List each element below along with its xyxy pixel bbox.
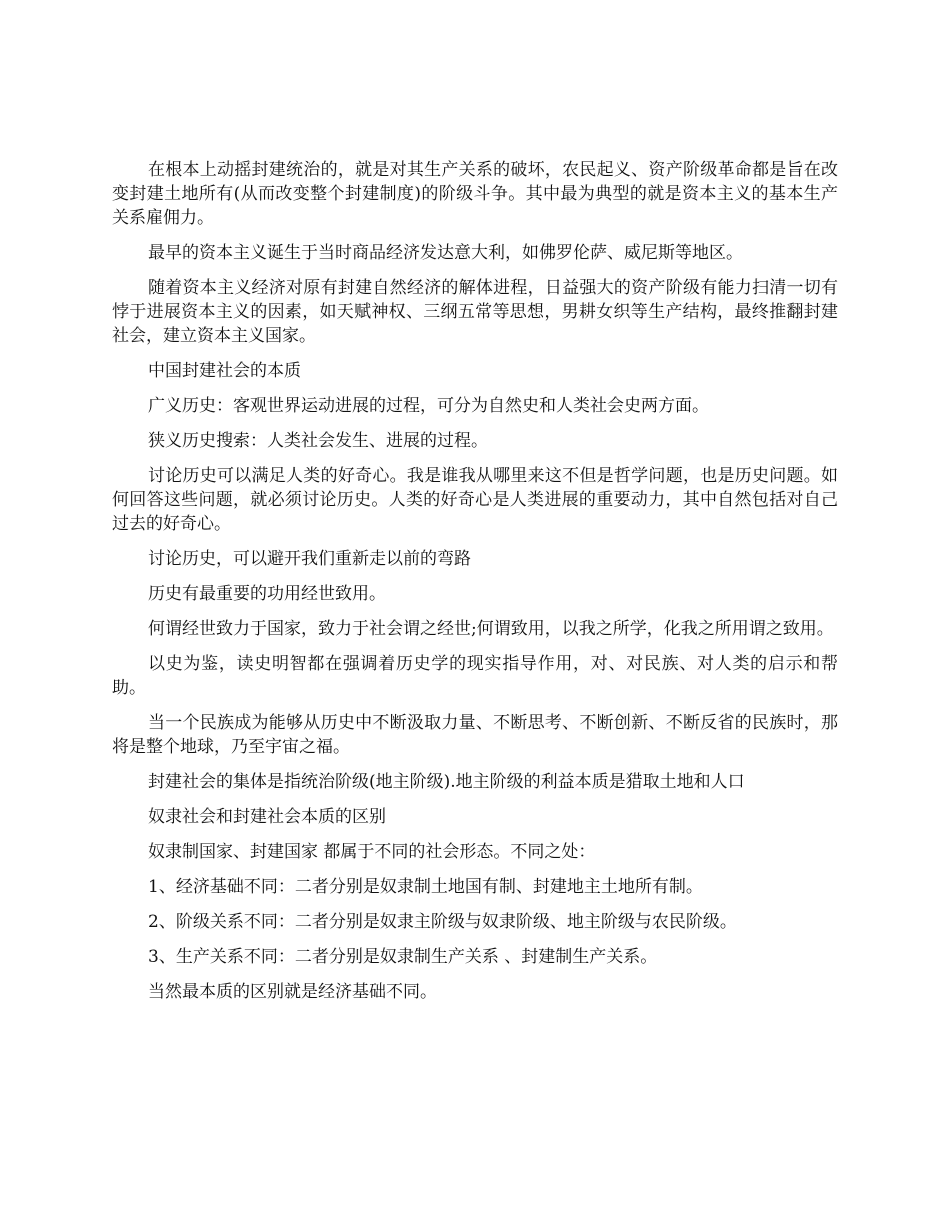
paragraph: 何谓经世致力于国家，致力于社会谓之经世;何谓致用，以我之所学，化我之所用谓之致用。 xyxy=(148,619,834,639)
section-heading: 中国封建社会的本质 xyxy=(148,361,301,381)
paragraph: 当一个民族成为能够从历史中不断汲取力量、不断思考、不断创新、不断反省的民族时，那将是整个地球，乃至宇宙之福。 xyxy=(112,713,838,757)
paragraph: 讨论历史可以满足人类的好奇心。我是谁我从哪里来这不但是哲学问题，也是历史问题。如何回答这些问题，就必须讨论历史。人类的好奇心是人类进展的重要动力，其中自然包括对自己过去的好奇心。 xyxy=(112,466,838,534)
paragraph: 奴隶制国家、封建国家 都属于不同的社会形态。不同之处： xyxy=(148,842,596,862)
paragraph: 广义历史：客观世界运动进展的过程，可分为自然史和人类社会史两方面。 xyxy=(148,396,709,416)
paragraph: 狭义历史搜索：人类社会发生、进展的过程。 xyxy=(148,431,488,451)
paragraph: 当然最本质的区别就是经济基础不同。 xyxy=(148,982,437,1002)
paragraph: 在根本上动摇封建统治的，就是对其生产关系的破坏，农民起义、资产阶级革命都是旨在改变封建土地所有(从而改变整个封建制度)的阶级斗争。其中最为典型的就是资本主义的基本生产关系雇佣力。 xyxy=(112,160,838,228)
paragraph: 历史有最重要的功用经世致用。 xyxy=(148,584,386,604)
list-item: 2、阶级关系不同：二者分别是奴隶主阶级与奴隶阶级、地主阶级与农民阶级。 xyxy=(148,912,737,932)
paragraph: 讨论历史，可以避开我们重新走以前的弯路 xyxy=(148,549,471,569)
paragraph: 以史为鉴，读史明智都在强调着历史学的现实指导作用，对、对民族、对人类的启示和帮助。 xyxy=(112,654,838,698)
list-item: 3、生产关系不同：二者分别是奴隶制生产关系 、封建制生产关系。 xyxy=(148,947,658,967)
paragraph: 最早的资本主义诞生于当时商品经济发达意大利，如佛罗伦萨、威尼斯等地区。 xyxy=(148,243,743,263)
document-body xyxy=(112,158,838,1015)
section-heading: 奴隶社会和封建社会本质的区别 xyxy=(148,807,386,827)
paragraph: 封建社会的集体是指统治阶级(地主阶级).地主阶级的利益本质是猎取土地和人口 xyxy=(148,772,745,792)
paragraph: 随着资本主义经济对原有封建自然经济的解体进程，日益强大的资产阶级有能力扫清一切有悖于进展资本主义的因素，如天赋神权、三纲五常等思想，男耕女织等生产结构，最终推翻封建社会，建立资本主义国家。 xyxy=(112,278,838,346)
list-item: 1、经济基础不同：二者分别是奴隶制土地国有制、封建地主土地所有制。 xyxy=(148,877,703,897)
